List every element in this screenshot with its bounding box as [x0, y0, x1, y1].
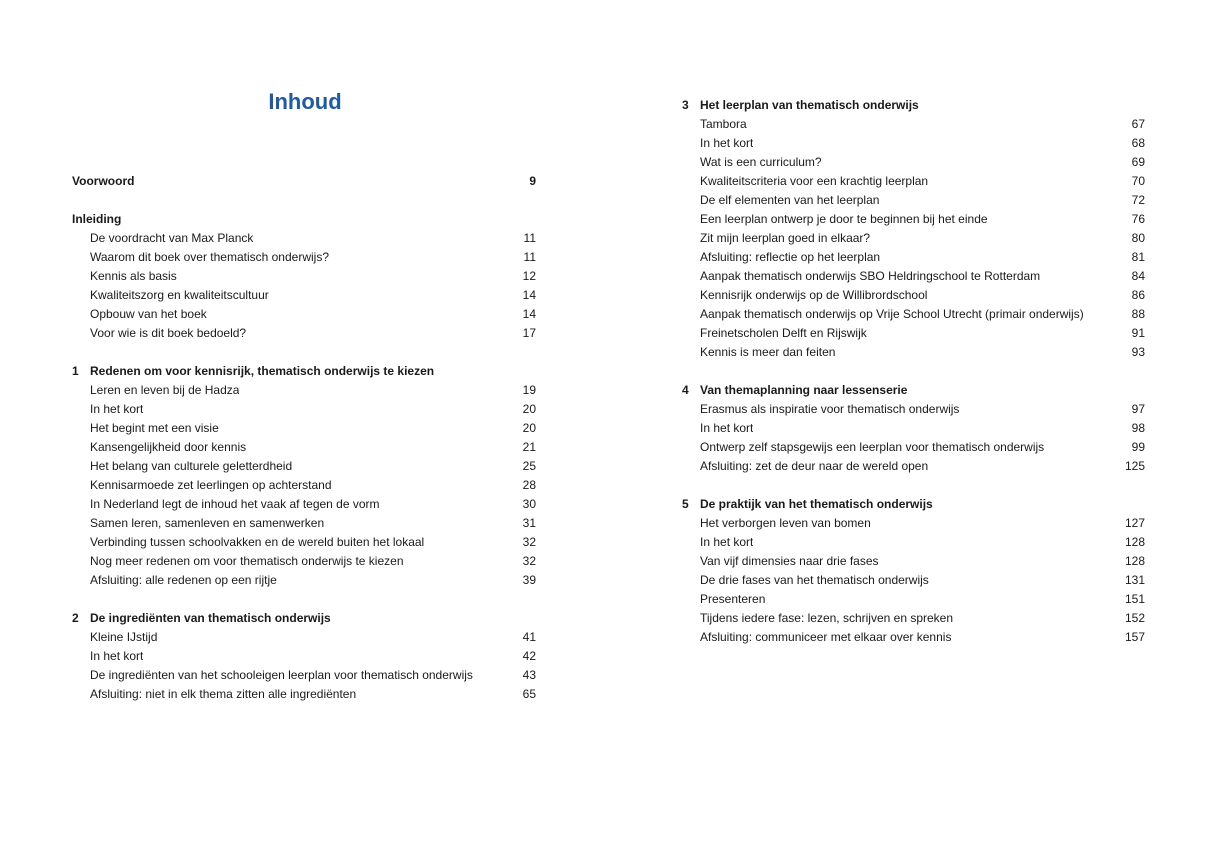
entry-title: Afsluiting: niet in elk thema zitten alle ingrediënten [90, 687, 357, 701]
entry-title: In het kort [90, 402, 144, 416]
entry-title: In Nederland legt de inhoud het vaak af tegen de vorm [90, 497, 380, 511]
toc-entry[interactable] [72, 628, 536, 647]
entry-title: Afsluiting: alle redenen op een rijtje [90, 573, 277, 587]
entry-title: Waarom dit boek over thematisch onderwijs? [90, 250, 329, 264]
page-number: 127 [1124, 516, 1145, 530]
entry-title: De ingrediënten van het schooleigen leerplan voor thematisch onderwijs [90, 668, 473, 682]
entry-title: Aanpak thematisch onderwijs SBO Heldringschool te Rotterdam [700, 269, 1041, 283]
toc-chapter-2 [72, 609, 536, 628]
section-title: Voorwoord [72, 174, 135, 188]
toc-entry[interactable] [682, 115, 1145, 134]
chapter-2-entries [72, 628, 536, 704]
entry-title: Voor wie is dit boek bedoeld? [90, 326, 247, 340]
toc-entry[interactable] [682, 457, 1145, 476]
page-number: 99 [1131, 440, 1145, 454]
page-number: 157 [1124, 630, 1145, 644]
entry-title: Kwaliteitscriteria voor een krachtig leerplan [700, 174, 929, 188]
entry-title: Kleine IJstijd [90, 630, 158, 644]
page-number: 21 [522, 440, 536, 454]
toc-entry[interactable] [682, 210, 1145, 229]
page-number: 19 [522, 383, 536, 397]
toc-entry[interactable] [72, 552, 536, 571]
page-number: 125 [1124, 459, 1145, 473]
page-number: 128 [1124, 554, 1145, 568]
toc-entry[interactable] [72, 248, 536, 267]
page-number: 93 [1131, 345, 1145, 359]
entry-title: Afsluiting: communiceer met elkaar over kennis [700, 630, 952, 644]
chapter-title: De praktijk van het thematisch onderwijs [700, 497, 933, 511]
page-number: 69 [1131, 155, 1145, 169]
toc-entry[interactable] [72, 267, 536, 286]
entry-title: In het kort [700, 421, 754, 435]
toc-section-voorwoord[interactable] [72, 172, 536, 191]
page-number: 72 [1131, 193, 1145, 207]
toc-entry[interactable] [682, 191, 1145, 210]
chapter-4-entries [682, 400, 1145, 476]
page-number: 39 [522, 573, 536, 587]
entry-title: Een leerplan ontwerp je door te beginnen bij het einde [700, 212, 988, 226]
toc-entry[interactable] [682, 305, 1145, 324]
page-number: 80 [1131, 231, 1145, 245]
page-number: 14 [522, 307, 536, 321]
toc-entry[interactable] [682, 343, 1145, 362]
page-number: 25 [522, 459, 536, 473]
page-number: 86 [1131, 288, 1145, 302]
toc-entry[interactable] [72, 324, 536, 343]
entry-title: Kennis is meer dan feiten [700, 345, 836, 359]
chapter-title: Het leerplan van thematisch onderwijs [700, 98, 919, 112]
entry-title: Presenteren [700, 592, 766, 606]
page-number: 67 [1131, 117, 1145, 131]
toc-entry[interactable] [72, 533, 536, 552]
entry-title: Kwaliteitszorg en kwaliteitscultuur [90, 288, 269, 302]
toc-left-column [72, 172, 536, 704]
toc-entry[interactable] [72, 666, 536, 685]
page-number: 151 [1124, 592, 1145, 606]
toc-entry[interactable] [682, 324, 1145, 343]
toc-entry[interactable] [72, 381, 536, 400]
entry-title: De drie fases van het thematisch onderwijs [700, 573, 929, 587]
toc-entry[interactable] [72, 685, 536, 704]
page-number: 32 [522, 554, 536, 568]
toc-entry[interactable] [682, 514, 1145, 533]
toc-entry[interactable] [72, 495, 536, 514]
toc-chapter-4 [682, 381, 1145, 400]
entry-title: Samen leren, samenleven en samenwerken [90, 516, 325, 530]
toc-entry[interactable] [682, 134, 1145, 153]
entry-title: De voordracht van Max Planck [90, 231, 254, 245]
chapter-number: 5 [682, 497, 689, 511]
toc-entry[interactable] [682, 609, 1145, 628]
toc-entry[interactable] [72, 476, 536, 495]
chapter-number: 2 [72, 611, 79, 625]
page-number: 97 [1131, 402, 1145, 416]
toc-chapter-5 [682, 495, 1145, 514]
toc-entry[interactable] [682, 248, 1145, 267]
entry-title: Kennis als basis [90, 269, 177, 283]
page-number: 12 [522, 269, 536, 283]
page-number: 11 [523, 231, 536, 245]
page-number: 152 [1124, 611, 1145, 625]
toc-entry[interactable] [72, 438, 536, 457]
toc-entry[interactable] [72, 457, 536, 476]
toc-chapter-3 [682, 96, 1145, 115]
entry-title: Het belang van culturele geletterdheid [90, 459, 293, 473]
page-number: 70 [1131, 174, 1145, 188]
page-number: 88 [1131, 307, 1145, 321]
page-number: 20 [522, 402, 536, 416]
entry-title: Ontwerp zelf stapsgewijs een leerplan voor thematisch onderwijs [700, 440, 1045, 454]
toc-entry[interactable] [682, 438, 1145, 457]
chapter-number: 1 [72, 364, 79, 378]
chapter-3-entries [682, 115, 1145, 362]
toc-entry[interactable] [682, 229, 1145, 248]
toc-chapter-1 [72, 362, 536, 381]
chapter-number: 3 [682, 98, 689, 112]
toc-right-column [682, 96, 1145, 647]
page-title: Inhoud [268, 89, 342, 114]
entry-title: Aanpak thematisch onderwijs op Vrije School Utrecht (primair onderwijs) [700, 307, 1084, 321]
chapter-number: 4 [682, 383, 689, 397]
page-number: 91 [1131, 326, 1145, 340]
entry-title: In het kort [700, 535, 754, 549]
toc-entry[interactable] [72, 514, 536, 533]
entry-title: Afsluiting: zet de deur naar de wereld open [700, 459, 929, 473]
toc-entry[interactable] [682, 552, 1145, 571]
toc-entry[interactable] [682, 267, 1145, 286]
page-number: 17 [522, 326, 536, 340]
toc-entry[interactable] [72, 419, 536, 438]
entry-title: De elf elementen van het leerplan [700, 193, 880, 207]
toc-section-inleiding [72, 210, 536, 229]
entry-title: Kennisrijk onderwijs op de Willibrordschool [700, 288, 928, 302]
entry-title: Erasmus als inspiratie voor thematisch onderwijs [700, 402, 960, 416]
page-number: 84 [1131, 269, 1145, 283]
toc-entry[interactable] [72, 286, 536, 305]
chapter-5-entries [682, 514, 1145, 647]
entry-title: Kennisarmoede zet leerlingen op achterstand [90, 478, 332, 492]
page-number: 28 [522, 478, 536, 492]
entry-title: Afsluiting: reflectie op het leerplan [700, 250, 881, 264]
entry-title: Het verborgen leven van bomen [700, 516, 871, 530]
toc-entry[interactable] [682, 172, 1145, 191]
toc-entry[interactable] [72, 571, 536, 590]
page-number: 42 [522, 649, 536, 663]
page-number: 11 [523, 250, 536, 264]
toc-entry[interactable] [72, 400, 536, 419]
page-number: 31 [522, 516, 536, 530]
toc-entry[interactable] [682, 533, 1145, 552]
entry-title: Zit mijn leerplan goed in elkaar? [700, 231, 871, 245]
page-number: 30 [522, 497, 536, 511]
entry-title: Nog meer redenen om voor thematisch onderwijs te kiezen [90, 554, 404, 568]
page-number: 65 [522, 687, 536, 701]
chapter-1-entries [72, 381, 536, 590]
toc-entry[interactable] [682, 571, 1145, 590]
page-number: 98 [1131, 421, 1145, 435]
page-number: 9 [529, 174, 536, 188]
entry-title: In het kort [90, 649, 144, 663]
entry-title: Freinetscholen Delft en Rijswijk [700, 326, 867, 340]
entry-title: Opbouw van het boek [90, 307, 207, 321]
entry-title: In het kort [700, 136, 754, 150]
section-title: Inleiding [72, 212, 122, 226]
toc-entry[interactable] [682, 286, 1145, 305]
page-number: 68 [1131, 136, 1145, 150]
page-number: 41 [522, 630, 536, 644]
entry-title: Het begint met een visie [90, 421, 219, 435]
toc-entry[interactable] [72, 647, 536, 666]
entry-title: Verbinding tussen schoolvakken en de wereld buiten het lokaal [90, 535, 425, 549]
page-number: 76 [1131, 212, 1145, 226]
page-number: 43 [522, 668, 536, 682]
inleiding-entries [72, 229, 536, 343]
page-number: 14 [522, 288, 536, 302]
entry-title: Van vijf dimensies naar drie fases [700, 554, 879, 568]
toc-entry[interactable] [682, 400, 1145, 419]
page-number: 131 [1124, 573, 1145, 587]
page-number: 32 [522, 535, 536, 549]
toc-entry[interactable] [682, 419, 1145, 438]
toc-entry[interactable] [682, 628, 1145, 647]
chapter-title: Redenen om voor kennisrijk, thematisch onderwijs te kiezen [90, 364, 435, 378]
toc-entry[interactable] [682, 153, 1145, 172]
page-number: 81 [1131, 250, 1145, 264]
page-number: 20 [522, 421, 536, 435]
toc-entry[interactable] [682, 590, 1145, 609]
entry-title: Leren en leven bij de Hadza [90, 383, 240, 397]
toc-entry[interactable] [72, 229, 536, 248]
entry-title: Tijdens iedere fase: lezen, schrijven en spreken [700, 611, 954, 625]
entry-title: Kansengelijkheid door kennis [90, 440, 247, 454]
chapter-title: De ingrediënten van thematisch onderwijs [90, 611, 331, 625]
entry-title: Wat is een curriculum? [700, 155, 822, 169]
entry-title: Tambora [700, 117, 747, 131]
page-number: 128 [1124, 535, 1145, 549]
chapter-title: Van themaplanning naar lessenserie [700, 383, 908, 397]
toc-entry[interactable] [72, 305, 536, 324]
